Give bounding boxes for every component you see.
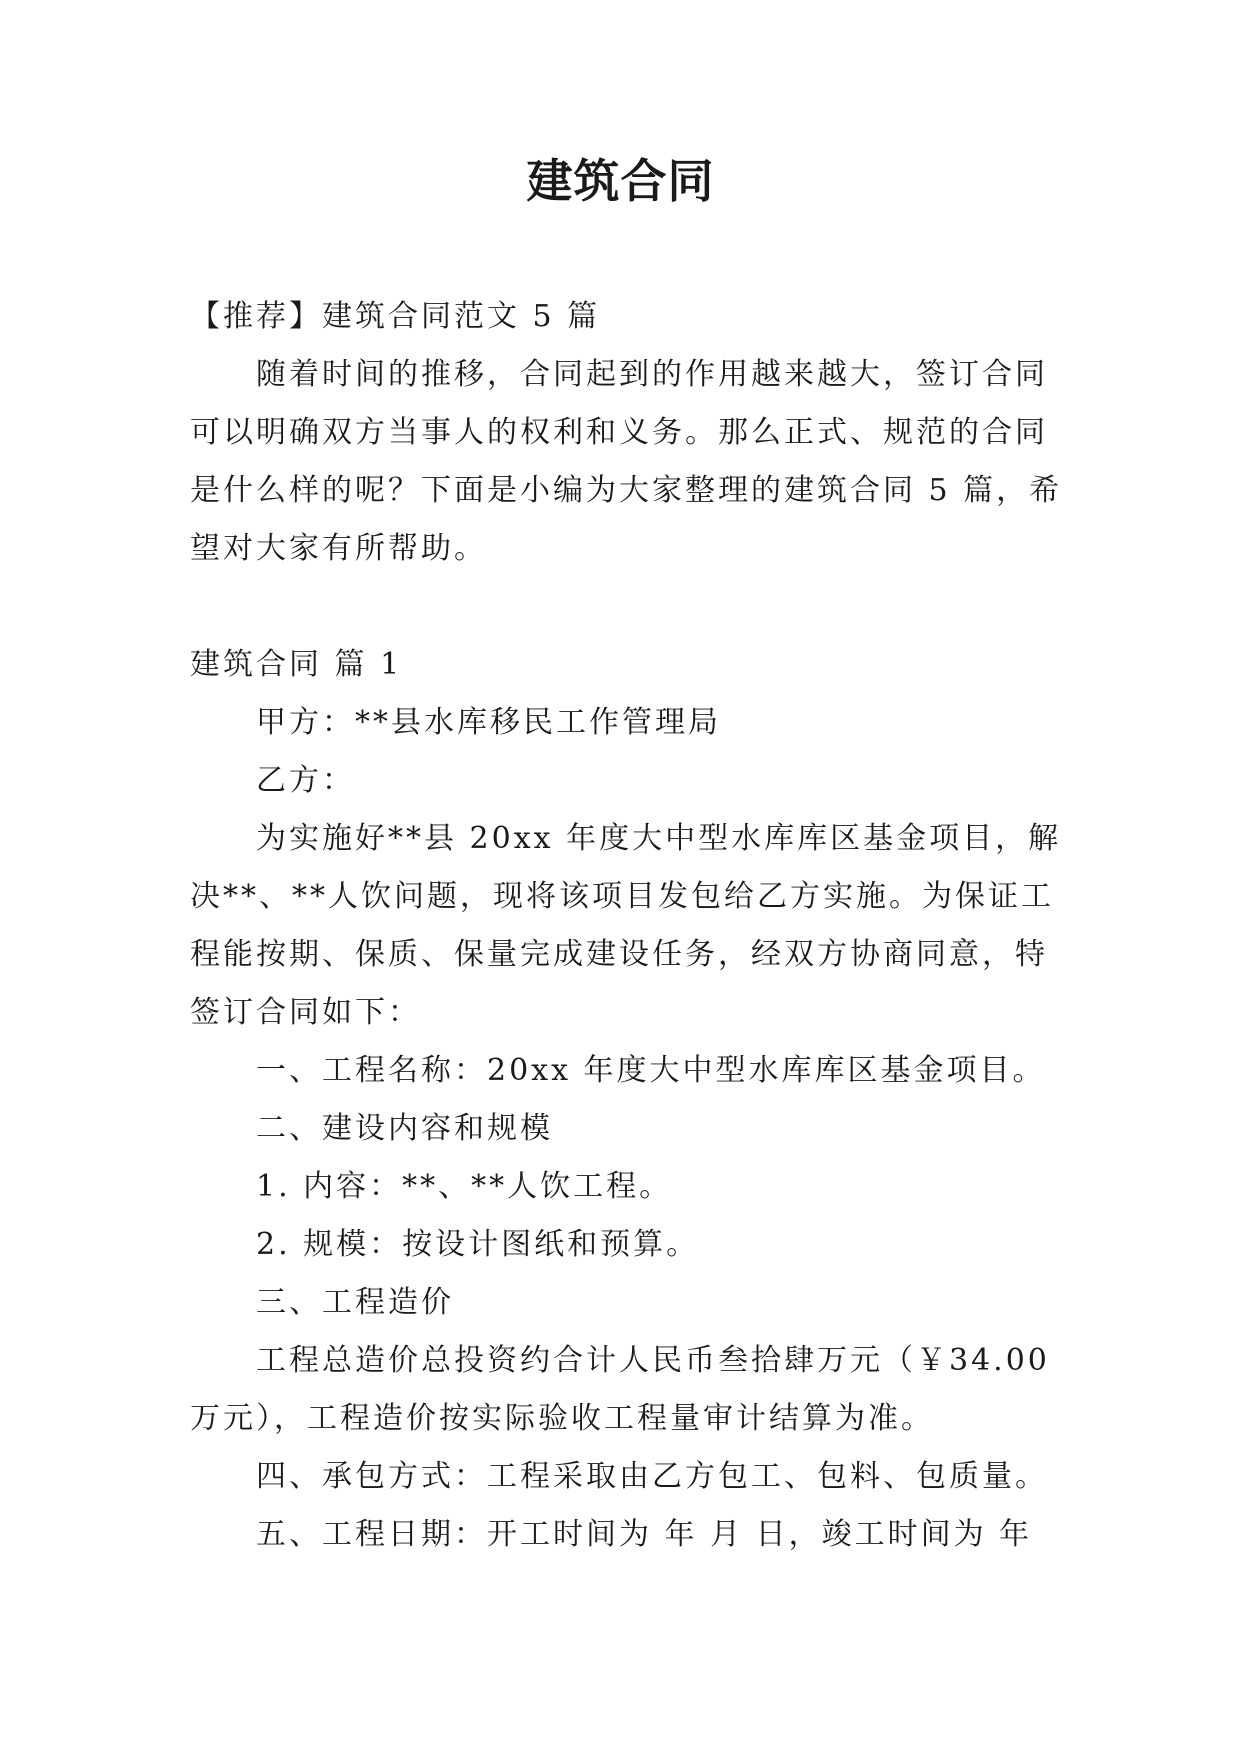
purpose-paragraph-line: 为实施好**县 20xx 年度大中型水库库区基金项目，解 [256,821,1062,856]
intro-paragraph-line: 望对大家有所帮助。 [190,531,487,566]
purpose-paragraph-line: 程能按期、保质、保量完成建设任务，经双方协商同意，特 [190,937,1048,972]
clause-cost-line: 万元），工程造价按实际验收工程量审计结算为准。 [190,1401,934,1436]
purpose-paragraph-line: 决**、**人饮问题，现将该项目发包给乙方实施。为保证工 [190,879,1054,914]
section-gap [190,578,1050,636]
clause-schedule: 五、工程日期：开工时间为 年 月 日，竣工时间为 年 [256,1517,1033,1552]
party-b-line: 乙方： [256,763,355,798]
clause-project-name: 一、工程名称：20xx 年度大中型水库库区基金项目。 [256,1053,1046,1088]
clause-contract-method: 四、承包方式：工程采取由乙方包工、包料、包质量。 [256,1459,1048,1494]
intro-paragraph-line: 随着时间的推移，合同起到的作用越来越大，签订合同 [256,357,1048,392]
clause-cost-heading: 三、工程造价 [256,1285,454,1320]
clause-scope-scale: 2. 规模：按设计图纸和预算。 [256,1227,700,1262]
purpose-paragraph-line: 签订合同如下： [190,995,421,1030]
party-a-line: 甲方：**县水库移民工作管理局 [256,705,721,740]
clause-scope-content: 1. 内容：**、**人饮工程。 [256,1169,673,1204]
intro-paragraph-line: 是什么样的呢？下面是小编为大家整理的建筑合同 5 篇，希 [190,473,1063,508]
clause-scope-heading: 二、建设内容和规模 [256,1111,553,1146]
document-body [190,288,1063,1564]
document-title: 建筑合同 [526,154,715,208]
recommend-heading: 【推荐】建筑合同范文 5 篇 [190,299,601,334]
section-heading: 建筑合同 篇 1 [190,647,403,682]
clause-cost-line: 工程总造价总投资约合计人民币叁拾肆万元（￥34.00 [256,1343,1050,1378]
intro-paragraph-line: 可以明确双方当事人的权利和义务。那么正式、规范的合同 [190,415,1048,450]
